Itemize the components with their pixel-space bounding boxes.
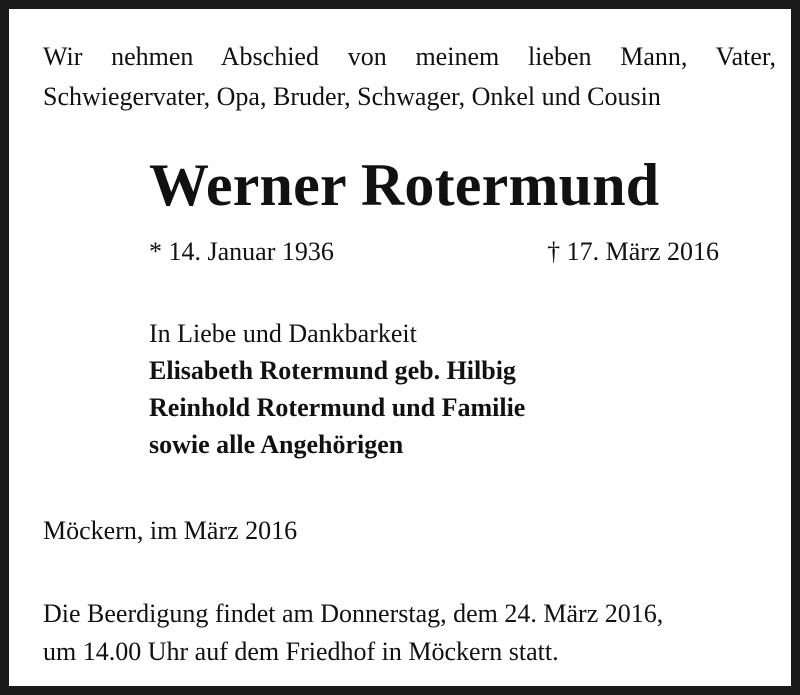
mourner-name: sowie alle Angehörigen [149,430,404,459]
funeral-line: um 14.00 Uhr auf dem Friedhof in Möckern statt. [43,637,559,666]
deceased-name: Werner Rotermund [149,152,660,218]
intro-text [43,37,776,117]
mourners-intro: In Liebe und Dankbarkeit [149,319,417,348]
funeral-info [43,595,776,671]
birth-date: * 14. Januar 1936 [149,237,334,266]
intro-line: Wir nehmen Abschied von meinem lieben Mann, Vater, [43,42,776,71]
mourner-name: Elisabeth Rotermund geb. Hilbig [149,356,516,385]
mourner-name: Reinhold Rotermund und Familie [149,393,526,422]
place-date: Möckern, im März 2016 [43,516,298,545]
mourners-block [149,315,525,463]
death-date: † 17. März 2016 [547,237,719,266]
funeral-line: Die Beerdigung findet am Donnerstag, dem 24. März 2016, [43,599,664,628]
intro-line: Schwiegervater, Opa, Bruder, Schwager, Onkel und Cousin [43,82,661,111]
